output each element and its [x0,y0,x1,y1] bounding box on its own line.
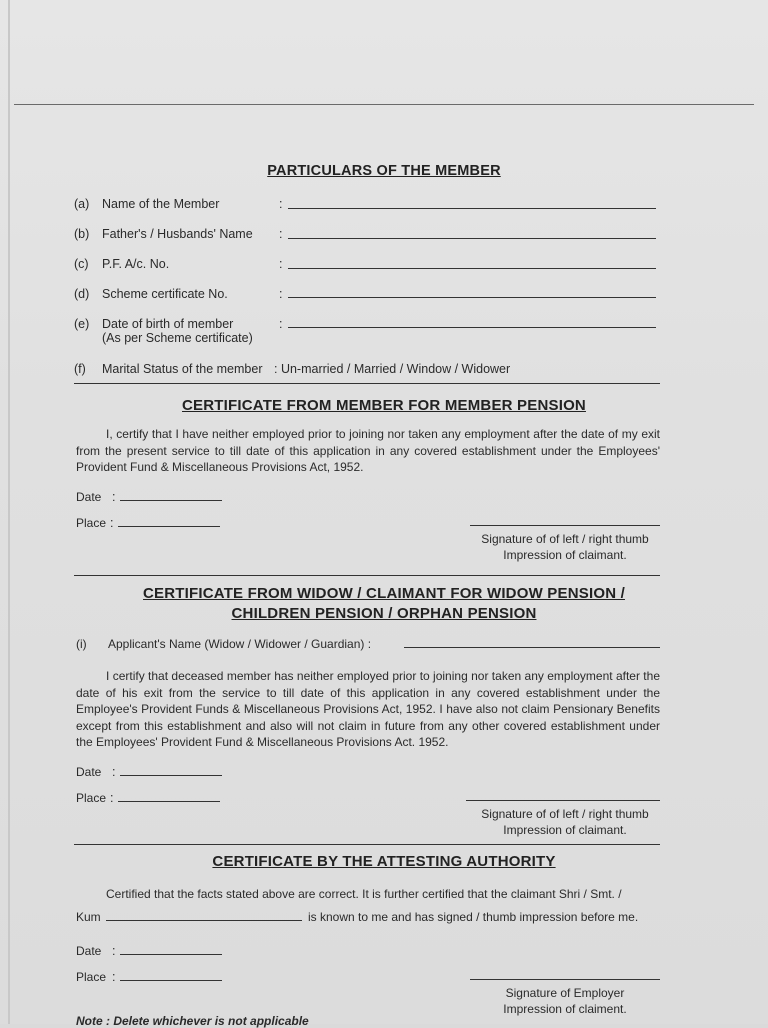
field-key: (b) [74,227,90,241]
member-signature-caption [440,531,690,563]
signature-caption-line2: Impression of claimant. [503,548,627,562]
colon: : [110,791,114,805]
date-label: Date [76,490,102,504]
colon: : [110,516,114,530]
colon: : [279,257,283,271]
attesting-date-line[interactable] [120,954,222,955]
widow-pension-heading-1: CERTIFICATE FROM WIDOW / CLAIMANT FOR WIDOW PENSION / [143,585,625,602]
member-pension-heading: CERTIFICATE FROM MEMBER FOR MEMBER PENSION [182,397,586,414]
widow-signature-line[interactable] [466,800,660,801]
attesting-heading: CERTIFICATE BY THE ATTESTING AUTHORITY [212,853,556,870]
colon: : [112,490,116,504]
scheme-certificate-line[interactable] [288,297,656,298]
field-label: Scheme certificate No. [102,287,228,301]
place-label: Place [76,791,107,805]
field-label: P.F. A/c. No. [102,257,170,271]
colon: : [112,944,116,958]
member-signature-line[interactable] [470,525,660,526]
field-key: (a) [74,197,90,211]
signature-caption-line1: Signature of of left / right thumb [481,532,649,546]
colon: : [112,970,116,984]
member-name-line[interactable] [288,208,656,209]
date-of-birth-line[interactable] [288,327,656,328]
employer-signature-caption [440,985,690,1017]
field-key: (f) [74,362,86,376]
place-label: Place [76,970,107,984]
section-divider [74,575,660,576]
widow-pension-heading-2: CHILDREN PENSION / ORPHAN PENSION [231,605,537,622]
page-edge [8,0,10,1024]
place-label: Place [76,516,107,530]
field-key: (i) [76,637,87,651]
attesting-place-line[interactable] [120,980,222,981]
signature-caption-line2: Impression of claimant. [503,823,627,837]
colon: : [112,765,116,779]
field-label: Father's / Husbands' Name [102,227,253,241]
field-key: (d) [74,287,90,301]
attesting-text: Certified that the facts stated above are correct. It is further certified that the claimant Shri / Smt. / [106,887,622,901]
pf-account-line[interactable] [288,268,656,269]
particulars-heading: PARTICULARS OF THE MEMBER [267,163,501,179]
widow-place-line[interactable] [118,801,220,802]
kum-name-line[interactable] [106,920,302,921]
field-label: Marital Status of the member [102,362,263,376]
widow-pension-text: I certify that deceased member has neither employed prior to joining nor taken any employment after the date of his exit from the service to till date of this application in any covered establishment under the Employee's Provident Funds & Miscellaneous Provisions Act, 1952. I have also not claim Pensionary Benefits except from this establishment and also will not claim in future from any other covered establishment under the Employees' Provident Fund & Miscellaneous Provisions Act. 1952. [76,669,660,749]
signature-caption-line2: Impression of claiment. [503,1002,627,1016]
kum-label: Kum [76,910,101,924]
widow-date-line[interactable] [120,775,222,776]
member-pension-text: I, certify that I have neither employed prior to joining nor taken any employment after the date of my exit from the present service to till date of this application in any covered establishment under the Employees' Provident Fund & Miscellaneous Provisions Act, 1952. [76,427,660,474]
top-divider [14,104,754,105]
colon: : [279,227,283,241]
field-key: (c) [74,257,89,271]
section-divider [74,844,660,845]
field-sublabel: (As per Scheme certificate) [102,331,253,345]
field-label: Date of birth of member [102,317,234,331]
date-label: Date [76,765,102,779]
member-place-line[interactable] [118,526,220,527]
field-label: Name of the Member [102,197,220,211]
field-key: (e) [74,317,90,331]
colon: : [279,197,283,211]
member-date-line[interactable] [120,500,222,501]
kum-text: is known to me and has signed / thumb impression before me. [308,910,639,924]
applicant-name-line[interactable] [404,647,660,648]
colon: : [279,287,283,301]
widow-signature-caption [440,806,690,838]
employer-signature-line[interactable] [470,979,660,980]
date-label: Date [76,944,102,958]
field-label: Applicant's Name (Widow / Widower / Guardian) : [108,637,372,651]
marital-options[interactable]: : Un-married / Married / Window / Widower [274,362,511,376]
signature-caption-line1: Signature of Employer [505,986,625,1000]
section-divider [74,383,660,384]
colon: : [279,317,283,331]
footnote: Note : Delete whichever is not applicable [76,1014,309,1028]
father-name-line[interactable] [288,238,656,239]
signature-caption-line1: Signature of of left / right thumb [481,807,649,821]
